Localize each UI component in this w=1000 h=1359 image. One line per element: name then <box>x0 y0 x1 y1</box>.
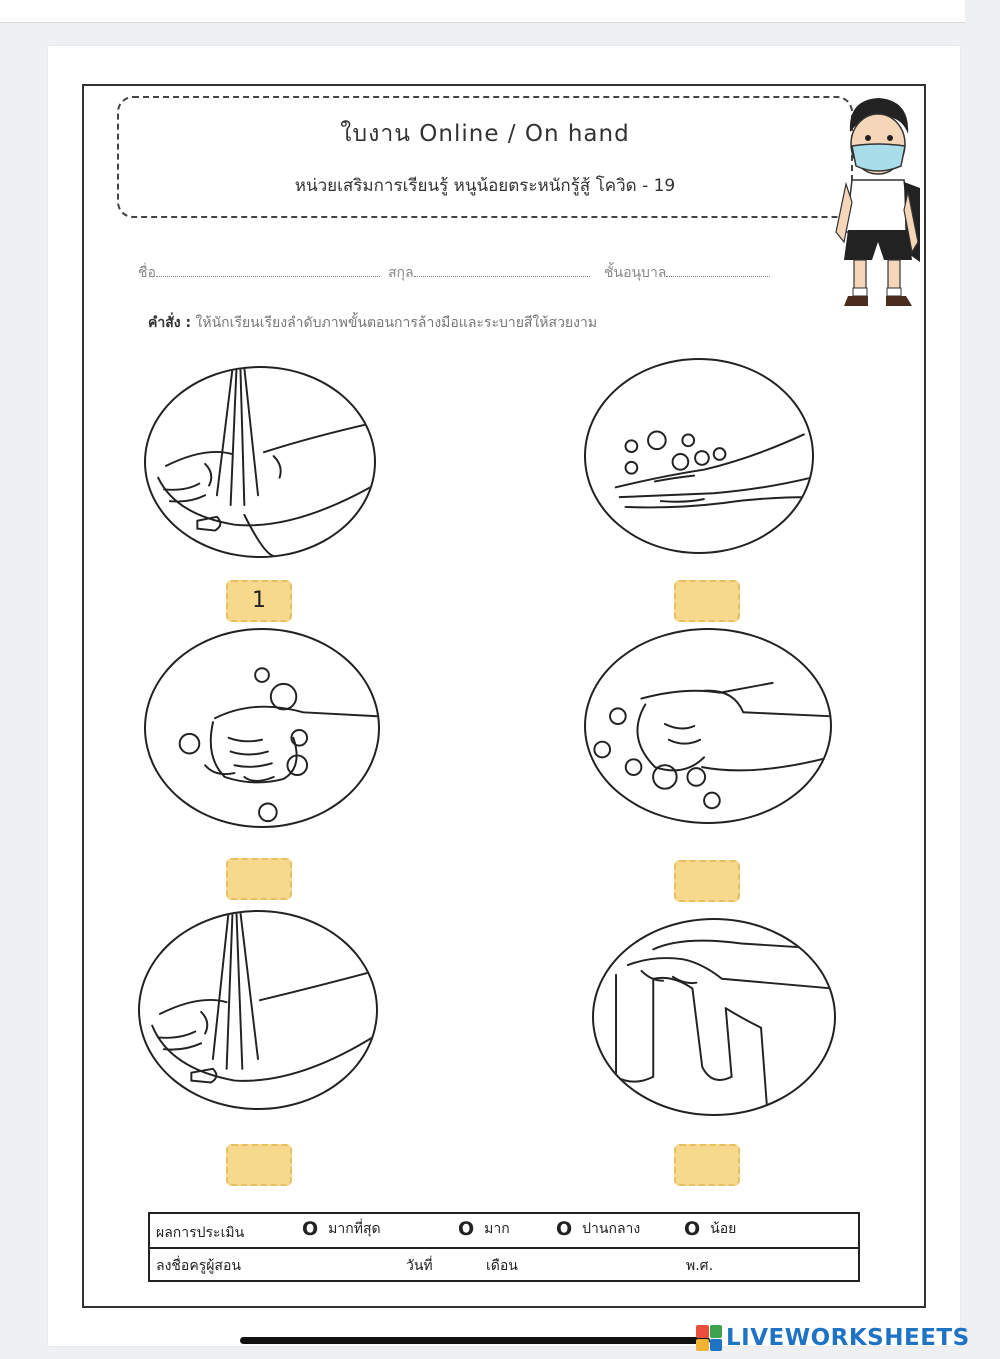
worksheet-title: ใบงาน Online / On hand <box>340 121 630 147</box>
dry-towel-icon <box>592 918 836 1116</box>
logo-square <box>696 1325 709 1338</box>
surname-blank <box>414 264 590 277</box>
watermark-text: LIVEWORKSHEETS <box>726 1325 970 1351</box>
rinse-again-icon <box>138 910 378 1110</box>
logo-square <box>710 1325 723 1338</box>
name-blank <box>156 264 380 277</box>
signature-row <box>150 1249 858 1282</box>
date-label: วันที่ <box>406 1258 433 1274</box>
instruction <box>148 312 597 334</box>
class-field <box>604 262 770 284</box>
rinse-hands-icon <box>144 366 376 558</box>
option-low[interactable] <box>684 1218 736 1240</box>
name-label: ชื่อ <box>138 265 156 281</box>
instruction-text: ให้นักเรียนเรียงลำดับภาพขั้นตอนการล้างมือและระบายสีให้สวยงาม <box>195 315 598 331</box>
step-answer-1[interactable]: 1 <box>226 580 292 622</box>
step-answer-4[interactable] <box>674 860 740 902</box>
class-label: ชั้นอนุบาล <box>604 265 667 281</box>
teacher-label: ลงชื่อครูผู้สอน <box>156 1258 241 1274</box>
option-medium[interactable] <box>556 1218 640 1240</box>
step-answer-5[interactable] <box>226 1144 292 1186</box>
option-label: มากที่สุด <box>328 1221 381 1237</box>
student-icon <box>828 92 928 317</box>
evaluation-label: ผลการประเมิน <box>156 1225 245 1241</box>
month-label: เดือน <box>486 1258 518 1274</box>
option-circle: O <box>458 1218 475 1240</box>
browser-top-strip <box>0 0 965 23</box>
step-answer-2[interactable] <box>674 580 740 622</box>
evaluation-table <box>148 1212 860 1282</box>
liveworksheets-logo-icon <box>696 1325 722 1351</box>
option-label: น้อย <box>710 1221 737 1237</box>
option-circle: O <box>684 1218 701 1240</box>
liveworksheets-watermark[interactable] <box>696 1322 970 1354</box>
instruction-label: คำสั่ง : <box>148 315 192 331</box>
option-label: มาก <box>484 1221 510 1237</box>
option-label: ปานกลาง <box>582 1221 641 1237</box>
option-high[interactable] <box>458 1218 510 1240</box>
interlace-fingers-icon <box>144 628 380 828</box>
class-blank <box>666 264 770 277</box>
year-label: พ.ศ. <box>686 1258 714 1274</box>
option-circle: O <box>556 1218 573 1240</box>
step-answer-3[interactable] <box>226 858 292 900</box>
header-box <box>117 96 853 218</box>
logo-square <box>696 1339 709 1352</box>
option-circle: O <box>302 1218 319 1240</box>
surname-label: สกุล <box>388 265 414 281</box>
evaluation-row <box>150 1214 858 1249</box>
scrub-backs-icon <box>584 628 832 824</box>
soap-palms-icon <box>584 358 814 554</box>
surname-field <box>388 262 590 284</box>
logo-square <box>710 1339 723 1352</box>
worksheet-subtitle: หน่วยเสริมการเรียนรู้ หนูน้อยตระหนักรู้สู้ โควิด - 19 <box>294 176 676 196</box>
step-answer-6[interactable] <box>674 1144 740 1186</box>
option-highest[interactable] <box>302 1218 381 1240</box>
home-indicator[interactable] <box>240 1337 710 1344</box>
name-field <box>138 262 380 284</box>
